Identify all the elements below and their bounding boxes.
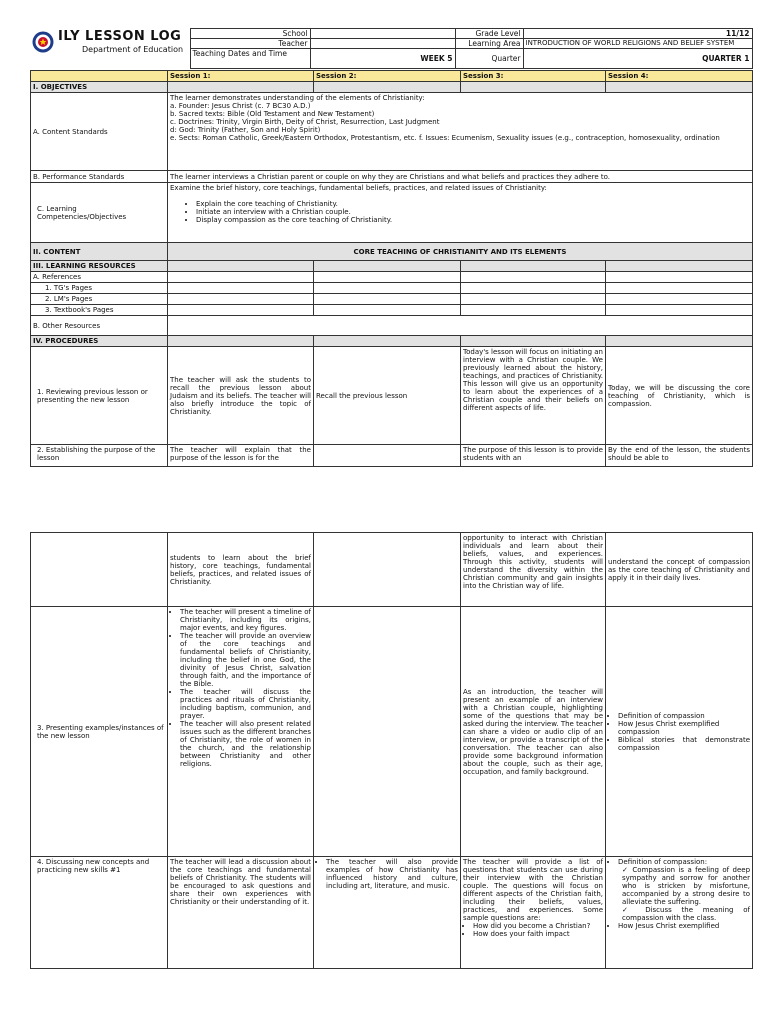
proc-1-label: 1. Reviewing previous lesson or presenting the new lesson xyxy=(31,347,168,445)
proc-4-session-4 xyxy=(606,857,753,969)
list-item: • The teacher will provide an overview of the core teachings and fundamental beliefs of Christianity, including the belief in one God, the divinity of Jesus Christ, salvation through faith, and the importance of the Bible. xyxy=(180,632,311,688)
lesson-table-1 xyxy=(30,70,753,467)
school-value xyxy=(310,29,455,39)
list-item: • The teacher will also present related issues such as the different branches of Christianity, the role of women in the church, and the relationship between Christianity and other religions. xyxy=(180,720,311,768)
competencies-text: Examine the brief history, core teachings, fundamental beliefs, practices, and related issues of Christianity: • Explain the core teaching of Christianity. • Initiate an interview with a Christian couple. • Display compassion as the core teaching of Christianity. xyxy=(168,183,753,243)
quarter-value: QUARTER 1 xyxy=(523,49,752,69)
list-item: • The teacher will present a timeline of Christianity, including its origins, major events, and key figures. xyxy=(180,608,311,632)
quarter-label: Quarter xyxy=(455,49,523,69)
content-heading: II. CONTENT xyxy=(31,243,168,261)
checklist-item: ✓ Discuss the meaning of compassion with the class. xyxy=(622,906,750,922)
grade-level-value: 11/12 xyxy=(523,29,752,39)
session-4-header: Session 4: xyxy=(606,71,753,82)
session-2-header: Session 2: xyxy=(314,71,461,82)
teacher-value xyxy=(310,39,455,49)
session-1-header: Session 1: xyxy=(168,71,314,82)
week-value: WEEK 5 xyxy=(310,49,455,69)
proc-3-session-1 xyxy=(168,607,314,857)
proc-4-label: 4. Discussing new concepts and practicing new skills #1 xyxy=(31,857,168,969)
list-item: • How Jesus Christ exemplified xyxy=(618,922,750,930)
other-resources-label: B. Other Resources xyxy=(31,316,168,336)
content-value: CORE TEACHING OF CHRISTIANITY AND ITS ELEMENTS xyxy=(168,243,753,261)
deped-seal-icon xyxy=(32,31,54,53)
proc-1-session-2: Recall the previous lesson xyxy=(314,347,461,445)
department-name: Department of Education xyxy=(82,44,184,54)
list-item: • How does your faith impact xyxy=(473,930,603,938)
textbook-pages-label: 3. Textbook's Pages xyxy=(31,305,168,316)
list-item: • The teacher will discuss the practices and rituals of Christianity, including baptism, communion, and prayer. xyxy=(180,688,311,720)
teacher-label: Teacher xyxy=(190,39,310,49)
objectives-heading: I. OBJECTIVES xyxy=(31,82,168,93)
lesson-log-page-2 xyxy=(30,532,752,969)
learning-area-value: INTRODUCTION OF WORLD RELIGIONS AND BELIEF SYSTEM xyxy=(523,39,752,49)
lesson-table-2 xyxy=(30,532,753,969)
session-3-header: Session 3: xyxy=(461,71,606,82)
list-item: • The teacher will also provide examples of how Christianity has influenced history and culture, including art, literature, and music. xyxy=(326,858,458,890)
proc-1-session-3: Today's lesson will focus on initiating an interview with a Christian couple. We previously learned about the history, teachings, and practices of Christianity. This lesson will give us an opportunity to learn about the experiences of a Christian couple and their beliefs on different aspects of life. xyxy=(461,347,606,445)
list-item: • How Jesus Christ exemplified compassion xyxy=(618,720,750,736)
proc-2-session-1-a: The teacher will explain that the purpose of the lesson is for the xyxy=(168,445,314,467)
list-item: • Biblical stories that demonstrate compassion xyxy=(618,736,750,752)
competency-item: • Explain the core teaching of Christianity. xyxy=(196,200,750,208)
learning-area-label: Learning Area xyxy=(455,39,523,49)
tg-pages-label: 1. TG's Pages xyxy=(31,283,168,294)
proc-2-session-1-b: students to learn about the brief history, core teachings, fundamental beliefs, practices, and related issues of Christianity. xyxy=(168,533,314,607)
proc-2-session-4-b: understand the concept of compassion as the core teaching of Christianity and apply it in their daily lives. xyxy=(606,533,753,607)
proc-2-label: 2. Establishing the purpose of the lesson xyxy=(31,445,168,467)
list-item: • Definition of compassion: xyxy=(618,858,750,866)
proc-3-session-4 xyxy=(606,607,753,857)
list-item: • How did you become a Christian? xyxy=(473,922,603,930)
proc-2-session-4-a: By the end of the lesson, the students should be able to xyxy=(606,445,753,467)
content-standards-text: The learner demonstrates understanding of the elements of Christianity: a. Founder: Jesus Christ (c. 7 BC30 A.D.) b. Sacred texts: Bible (Old Testament and New Testament) c. Doctrines: Trinity, Virgin Birth, Deity of Christ, Resurrection, Last Judgment d: God: Trinity (Father, Son and Holy Spirit) e. Sects: Roman Catholic, Greek/Eastern Orthodox, Protestantism, etc. f. Issues: Ecumenism, Sexuality issues (e.g., contraception, homosexuality, ordination xyxy=(168,93,753,171)
proc-1-session-4: Today, we will be discussing the core teaching of Christianity, which is compassion. xyxy=(606,347,753,445)
proc-3-label: 3. Presenting examples/instances of the new lesson xyxy=(31,607,168,857)
competencies-label: C. Learning Competencies/Objectives xyxy=(31,183,168,243)
performance-standards-text: The learner interviews a Christian parent or couple on why they are Christians and what beliefs and practices they adhere to. xyxy=(168,171,753,183)
header-table xyxy=(30,28,753,69)
proc-2-session-3-a: The purpose of this lesson is to provide students with an xyxy=(461,445,606,467)
competency-item: • Initiate an interview with a Christian couple. xyxy=(196,208,750,216)
proc-4-session-2 xyxy=(314,857,461,969)
performance-standards-label: B. Performance Standards xyxy=(31,171,168,183)
list-item: • Definition of compassion xyxy=(618,712,750,720)
content-standards-label: A. Content Standards xyxy=(31,93,168,171)
checklist-item: ✓ Compassion is a feeling of deep sympathy and sorrow for another who is stricken by misfortune, accompanied by a strong desire to alleviate the suffering. xyxy=(622,866,750,906)
logo-cell xyxy=(30,29,190,69)
references-label: A. References xyxy=(31,272,168,283)
proc-1-session-1: The teacher will ask the students to recall the previous lesson about Judaism and its beliefs. The teacher will also briefly introduce the topic of Christianity. xyxy=(168,347,314,445)
proc-4-session-1: The teacher will lead a discussion about the core teachings and fundamental beliefs of Christianity. The students will be encouraged to ask questions and share their own experiences with Christianity or their understanding of it. xyxy=(168,857,314,969)
proc-3-session-3: As an introduction, the teacher will present an example of an interview with a Christian couple, highlighting some of the questions that may be asked during the interview. The teacher can share a video or audio clip of an interview, or provide a transcript of the conversation. The teacher can also provide some background information about the couple, such as their age, occupation, and family background. xyxy=(461,607,606,857)
lm-pages-label: 2. LM's Pages xyxy=(31,294,168,305)
competency-item: • Display compassion as the core teaching of Christianity. xyxy=(196,216,750,224)
teaching-dates-label: Teaching Dates and Time xyxy=(190,49,310,69)
learning-resources-heading: III. LEARNING RESOURCES xyxy=(31,261,168,272)
document-title: ILY LESSON LOG xyxy=(58,28,182,44)
school-label: School xyxy=(190,29,310,39)
procedures-heading: IV. PROCEDURES xyxy=(31,336,168,347)
lesson-log-page-1 xyxy=(30,28,752,467)
proc-4-session-3: The teacher will provide a list of questions that students can use during their interview with the Christian couple. The questions will focus on different aspects of the Christian faith, including their beliefs, values, practices, and experiences. Some sample questions are: • How did you become a Christian? • How does your faith impact xyxy=(461,857,606,969)
grade-level-label: Grade Level xyxy=(455,29,523,39)
proc-2-session-3-b: opportunity to interact with Christian individuals and learn about their beliefs, values, and experiences. Through this activity, students will understand the diversity within the Christian community and gain insights into the Christian way of life. xyxy=(461,533,606,607)
